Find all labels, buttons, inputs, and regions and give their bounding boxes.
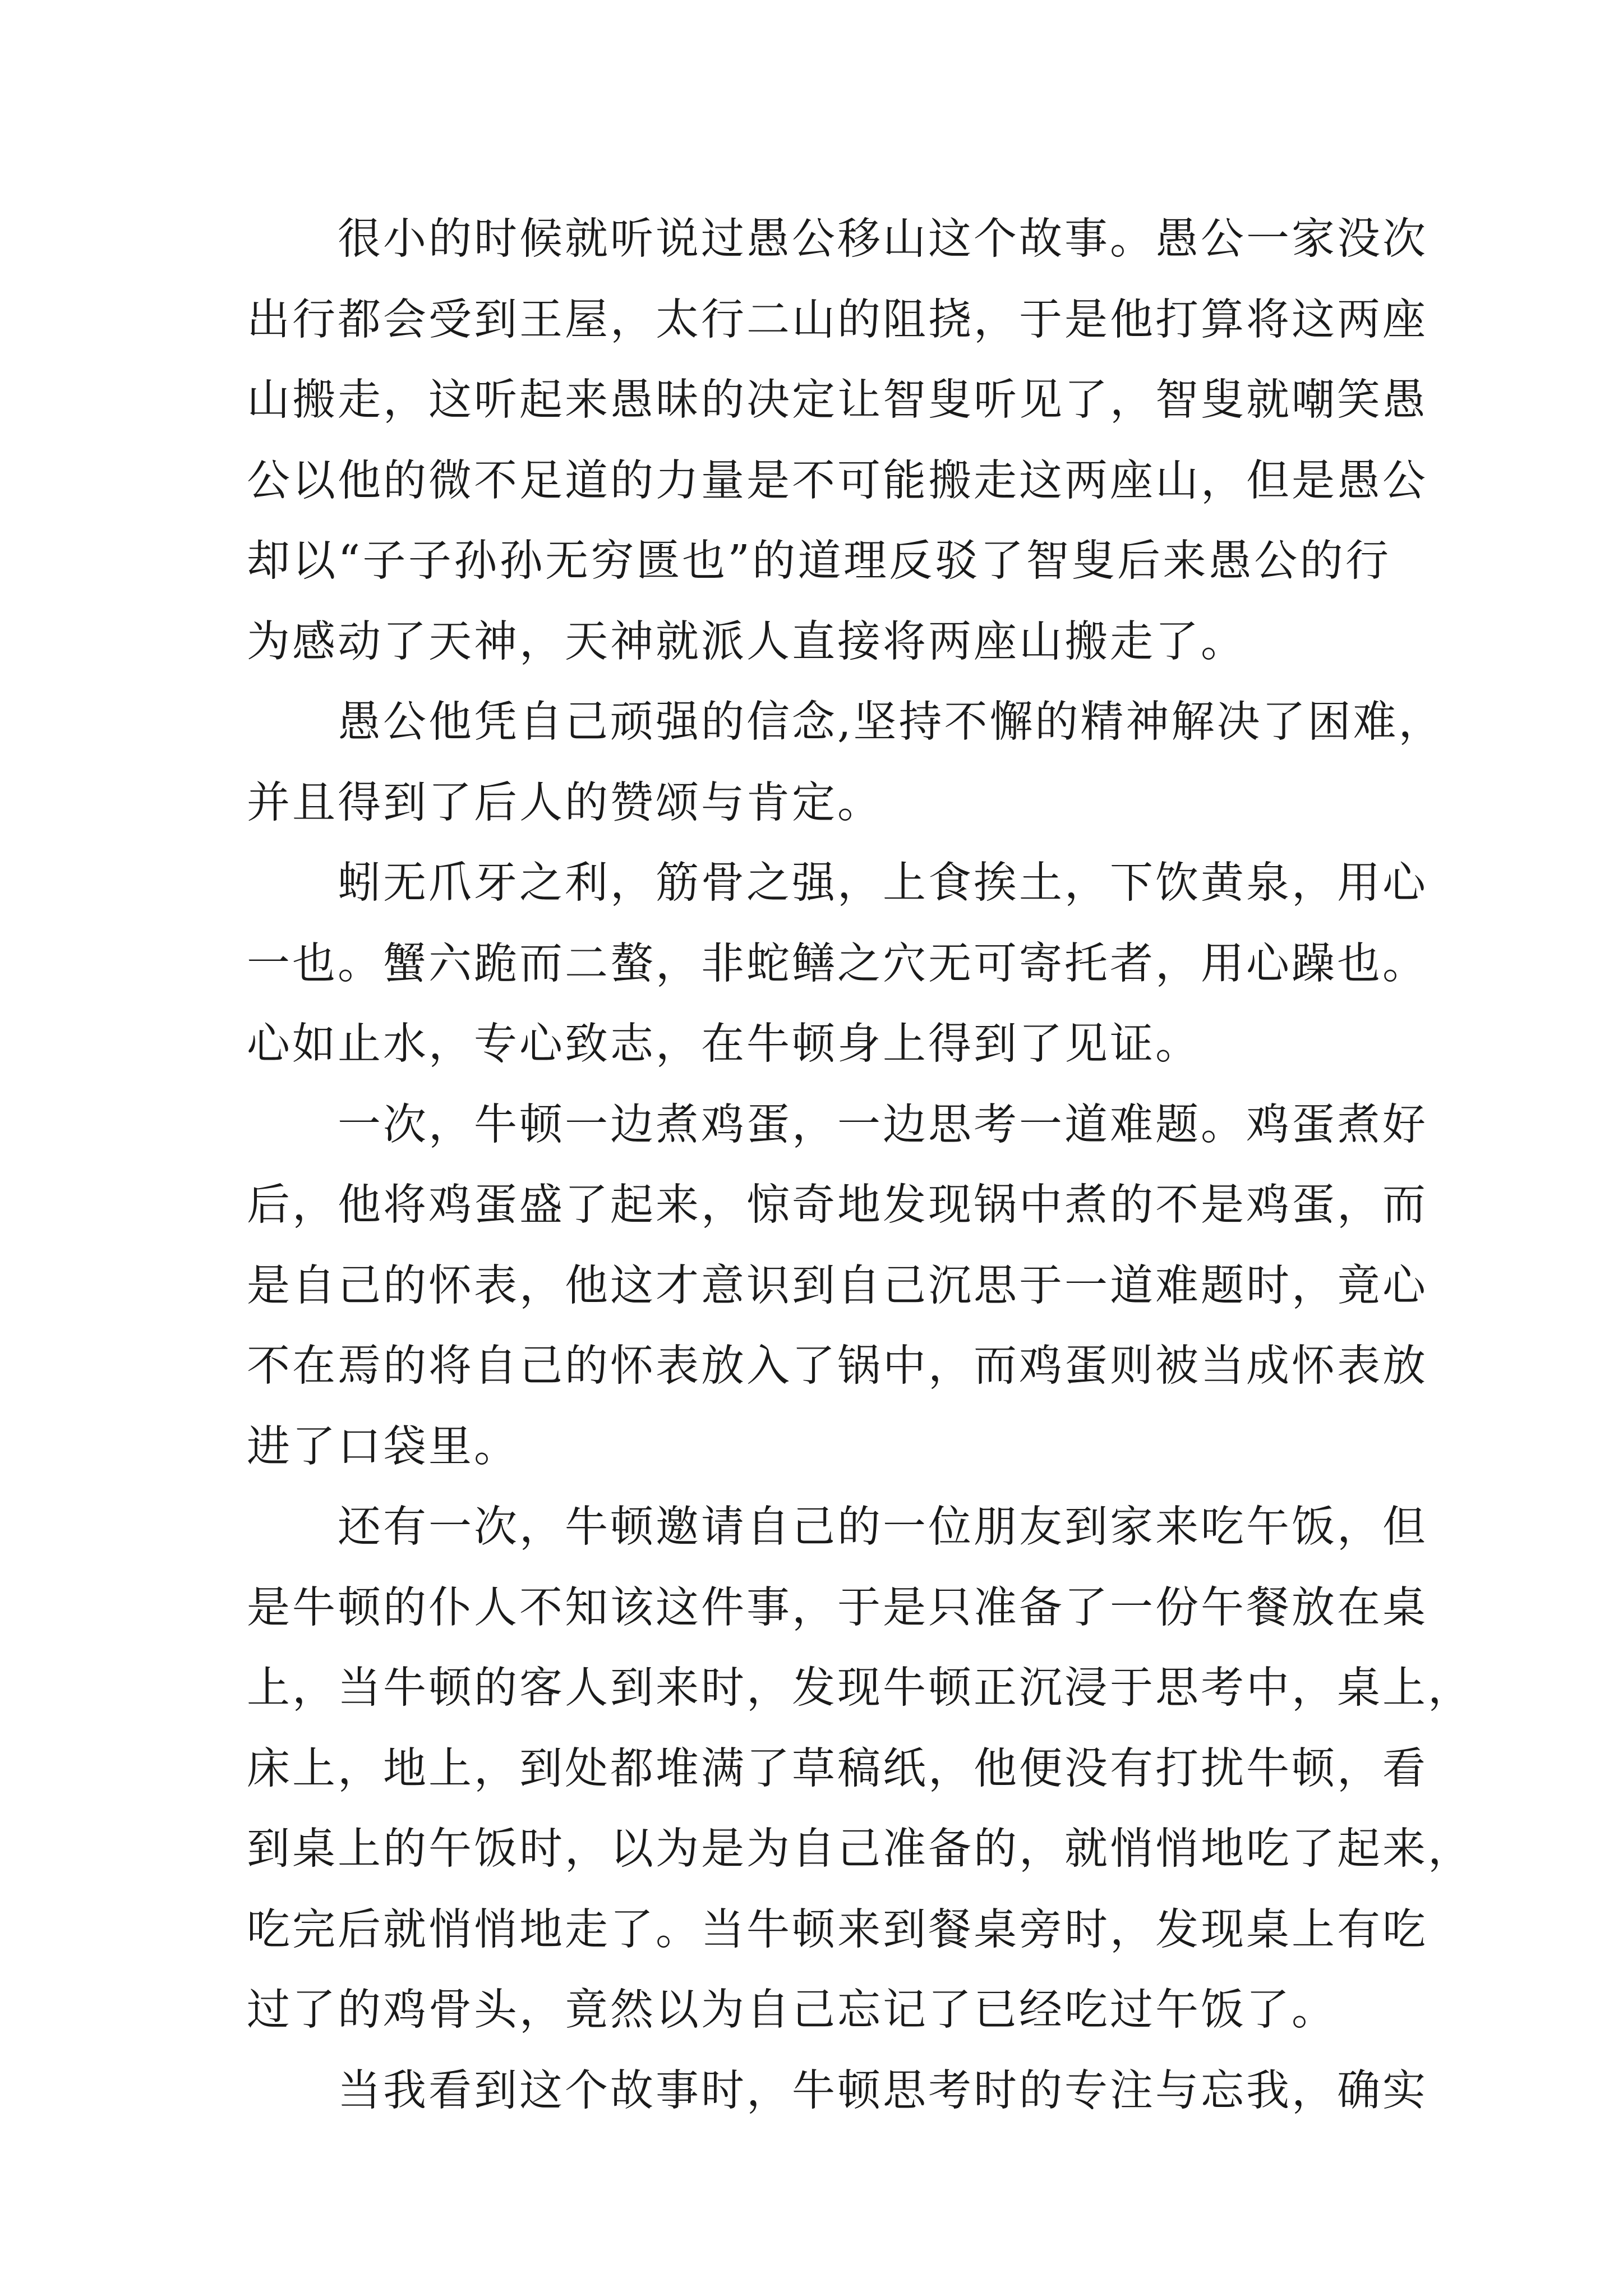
paragraph-4-line-4: 不在焉的将自己的怀表放入了锅中，而鸡蛋则被当成怀表放 <box>247 1341 1428 1391</box>
paragraph-1-line-3: 山搬走，这听起来愚昧的决定让智叟听见了，智叟就嘲笑愚 <box>247 375 1428 425</box>
paragraph-5-line-3: 上，当牛顿的客人到来时，发现牛顿正沉浸于思考中，桌上， <box>247 1663 1473 1713</box>
paragraph-5-line-5: 到桌上的午饭时，以为是为自己准备的，就悄悄地吃了起来， <box>247 1824 1473 1874</box>
paragraph-3-line-3: 心如止水，专心致志，在牛顿身上得到了见证。 <box>247 1019 1201 1069</box>
paragraph-3-line-1: 蚓无爪牙之利，筋骨之强，上食挨土，下饮黄泉，用心 <box>338 858 1428 908</box>
paragraph-5-line-1: 还有一次，牛顿邀请自己的一位朋友到家来吃午饭，但 <box>338 1502 1428 1552</box>
paragraph-1-line-6: 为感动了天神，天神就派人直接将两座山搬走了。 <box>247 616 1246 667</box>
paragraph-4-line-2: 后，他将鸡蛋盛了起来，惊奇地发现锅中煮的不是鸡蛋，而 <box>247 1180 1428 1230</box>
paragraph-1-line-4: 公以他的微不足道的力量是不可能搬走这两座山，但是愚公 <box>247 455 1428 506</box>
paragraph-2-line-1: 愚公他凭自己顽强的信念,坚持不懈的精神解决了困难， <box>338 697 1444 747</box>
paragraph-6-line-1: 当我看到这个故事时，牛顿思考时的专注与忘我，确实 <box>338 2065 1428 2116</box>
paragraph-5-line-2: 是牛顿的仆人不知该这件事，于是只准备了一份午餐放在桌 <box>247 1582 1428 1633</box>
paragraph-2-line-2: 并且得到了后人的赞颂与肯定。 <box>247 777 883 828</box>
paragraph-3-line-2: 一也。蟹六跪而二螯，非蛇鳝之穴无可寄托者，用心躁也。 <box>247 938 1428 989</box>
paragraph-5-line-6: 吃完后就悄悄地走了。当牛顿来到餐桌旁时，发现桌上有吃 <box>247 1904 1428 1955</box>
paragraph-5-line-7: 过了的鸡骨头，竟然以为自己忘记了已经吃过午饭了。 <box>247 1985 1337 2035</box>
paragraph-1-line-2: 出行都会受到王屋，太行二山的阻挠，于是他打算将这两座 <box>247 295 1428 345</box>
paragraph-4-line-3: 是自己的怀表，他这才意识到自己沉思于一道难题时，竟心 <box>247 1260 1428 1311</box>
paragraph-1-line-1: 很小的时候就听说过愚公移山这个故事。愚公一家没次 <box>338 214 1428 264</box>
paragraph-1-line-5: 却以“子子孙孙无穷匮也”的道理反驳了智叟后来愚公的行 <box>247 536 1391 586</box>
paragraph-4-line-1: 一次，牛顿一边煮鸡蛋，一边思考一道难题。鸡蛋煮好 <box>338 1099 1428 1150</box>
body-text <box>247 199 1473 2131</box>
paragraph-5-line-4: 床上，地上，到处都堆满了草稿纸，他便没有打扰牛顿，看 <box>247 1743 1428 1794</box>
paragraph-4-line-5: 进了口袋里。 <box>247 1421 519 1472</box>
